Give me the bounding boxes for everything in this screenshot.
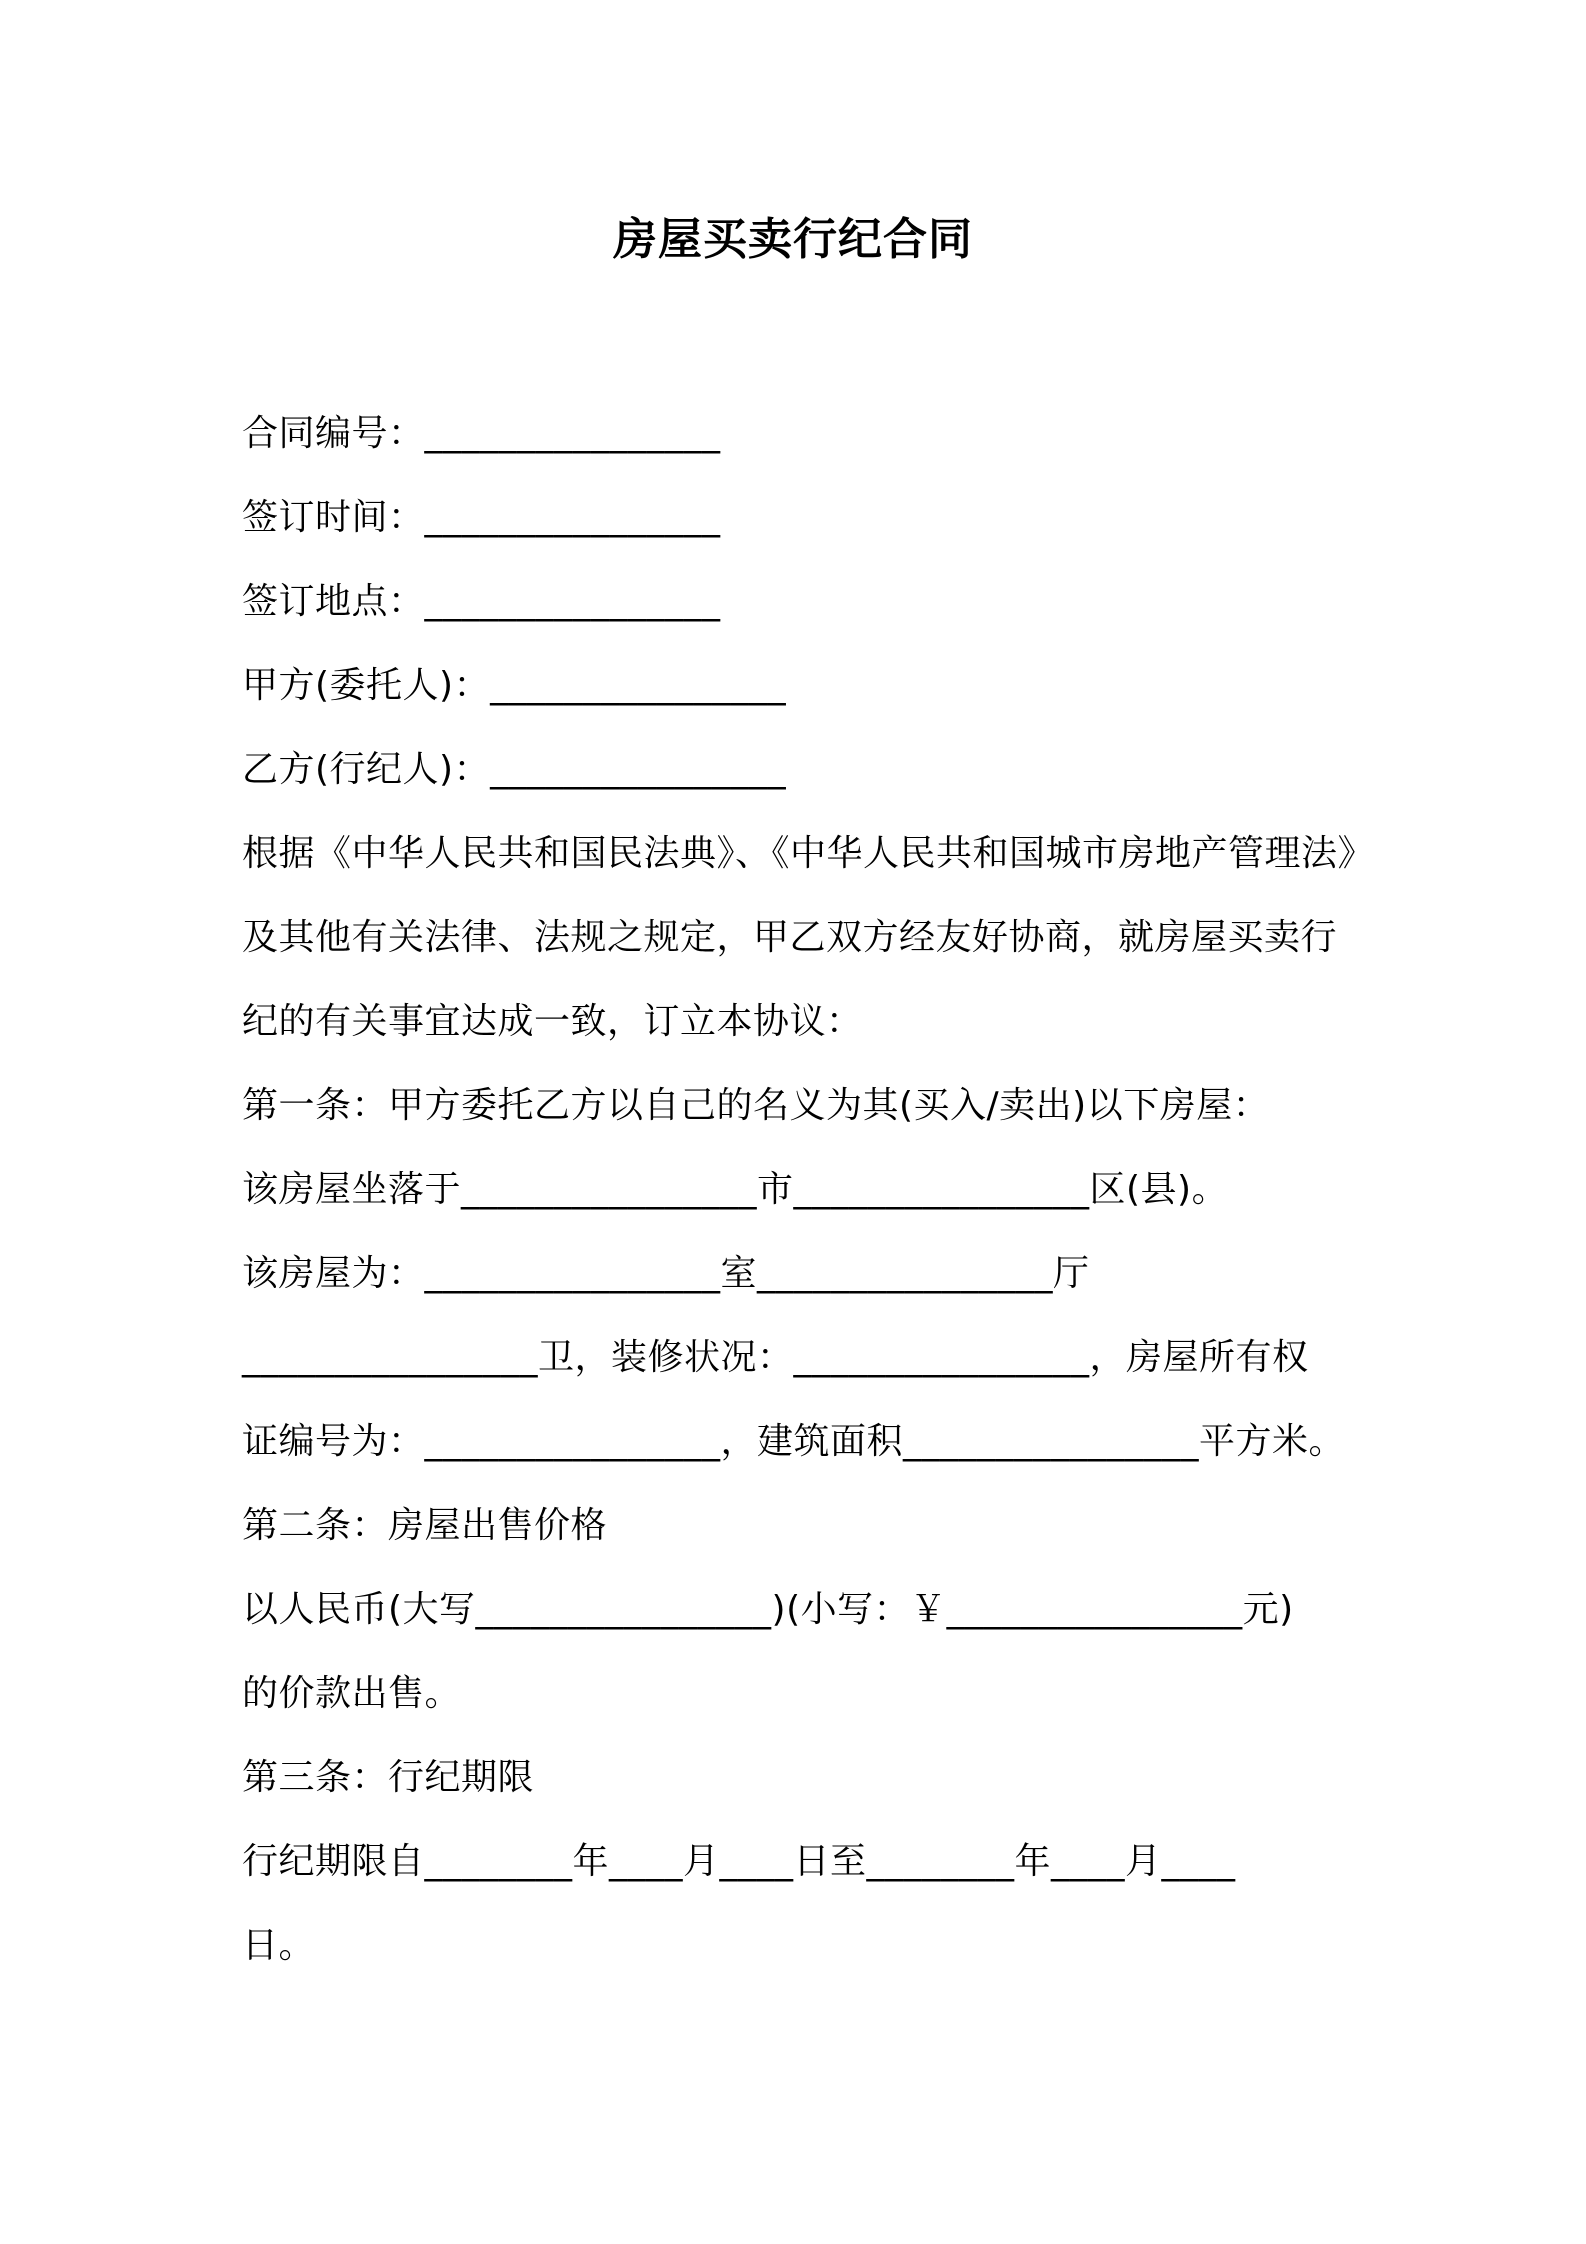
party-b-line: 乙方(行纪人)：________________ <box>242 749 787 790</box>
preamble-line-3: 纪的有关事宜达成一致，订立本协议： <box>242 1001 863 1042</box>
article-2-price-line-end: 的价款出售。 <box>242 1673 462 1714</box>
article-1-location-line: 该房屋坐落于________________市________________区(县)。 <box>242 1169 1229 1210</box>
article-3-heading: 第三条：行纪期限 <box>242 1757 535 1798</box>
article-3-term-line-end: 日。 <box>242 1925 316 1966</box>
signing-time-line: 签订时间：________________ <box>242 497 721 538</box>
preamble-line-2: 及其他有关法律、法规之规定，甲乙双方经友好协商，就房屋买卖行 <box>242 917 1338 958</box>
article-1-heading: 第一条：甲方委托乙方以自己的名义为其(买入/卖出)以下房屋： <box>242 1085 1270 1126</box>
document-title: 房屋买卖行纪合同 <box>613 214 973 265</box>
article-2-heading: 第二条：房屋出售价格 <box>242 1505 608 1546</box>
article-2-price-line: 以人民币(大写________________)(小写：￥________________元) <box>242 1589 1294 1630</box>
signing-place-line: 签订地点：________________ <box>242 581 721 622</box>
article-1-decoration-line: ________________卫，装修状况：________________，房屋所有权 <box>242 1337 1309 1378</box>
article-1-certificate-line: 证编号为：________________，建筑面积________________平方米。 <box>242 1421 1346 1462</box>
preamble-line-1: 根据《中华人民共和国民法典》、《中华人民共和国城市房地产管理法》 <box>242 833 1375 874</box>
article-3-term-line: 行纪期限自________年____月____日至________年____月____ <box>242 1841 1236 1882</box>
party-a-line: 甲方(委托人)：________________ <box>242 665 787 706</box>
article-1-layout-line: 该房屋为：________________室________________厅 <box>242 1253 1090 1294</box>
contract-number-line: 合同编号：________________ <box>242 413 721 454</box>
